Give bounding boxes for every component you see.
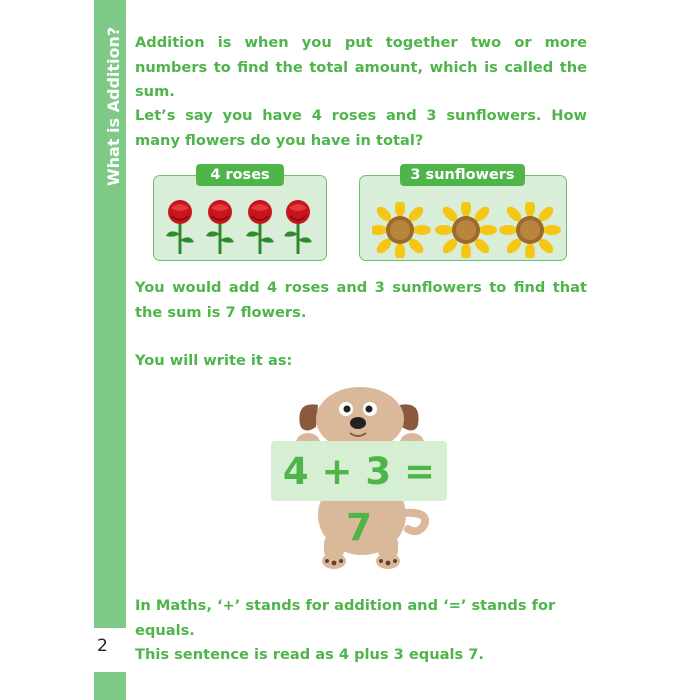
rose-icon [246, 200, 274, 254]
intro-paragraph: Addition is when you put together two or more numbers to find the total amount, which is called the sum. [135, 34, 587, 100]
reading-note: This sentence is read as 4 plus 3 equals 7. [135, 646, 484, 663]
explanation-paragraph: You would add 4 roses and 3 sunflowers to find that the sum is 7 flowers. [135, 279, 587, 321]
roses-label: 4 roses [196, 164, 284, 186]
rose-icon [206, 200, 234, 254]
sidebar-title: What is Addition? [104, 26, 123, 186]
sunflower-icon [435, 202, 497, 258]
page-number: 2 [97, 636, 108, 656]
symbols-note: In Maths, ‘+’ stands for addition and ‘=’ stands for equals. [135, 597, 556, 639]
sunflower-icon [499, 202, 561, 258]
sunflowers-illustration [372, 202, 562, 258]
sidebar-footer [94, 672, 126, 700]
question-paragraph: Let’s say you have 4 roses and 3 sunflowers. How many flowers do you have in total? [135, 107, 587, 149]
rose-icon [284, 200, 312, 254]
sunflower-icon [372, 202, 431, 258]
write-intro: You will write it as: [135, 352, 293, 369]
sunflowers-label: 3 sunflowers [400, 164, 525, 186]
equation: 4 + 3 = 7 [282, 450, 436, 549]
roses-illustration [160, 198, 320, 258]
rose-icon [166, 200, 194, 254]
